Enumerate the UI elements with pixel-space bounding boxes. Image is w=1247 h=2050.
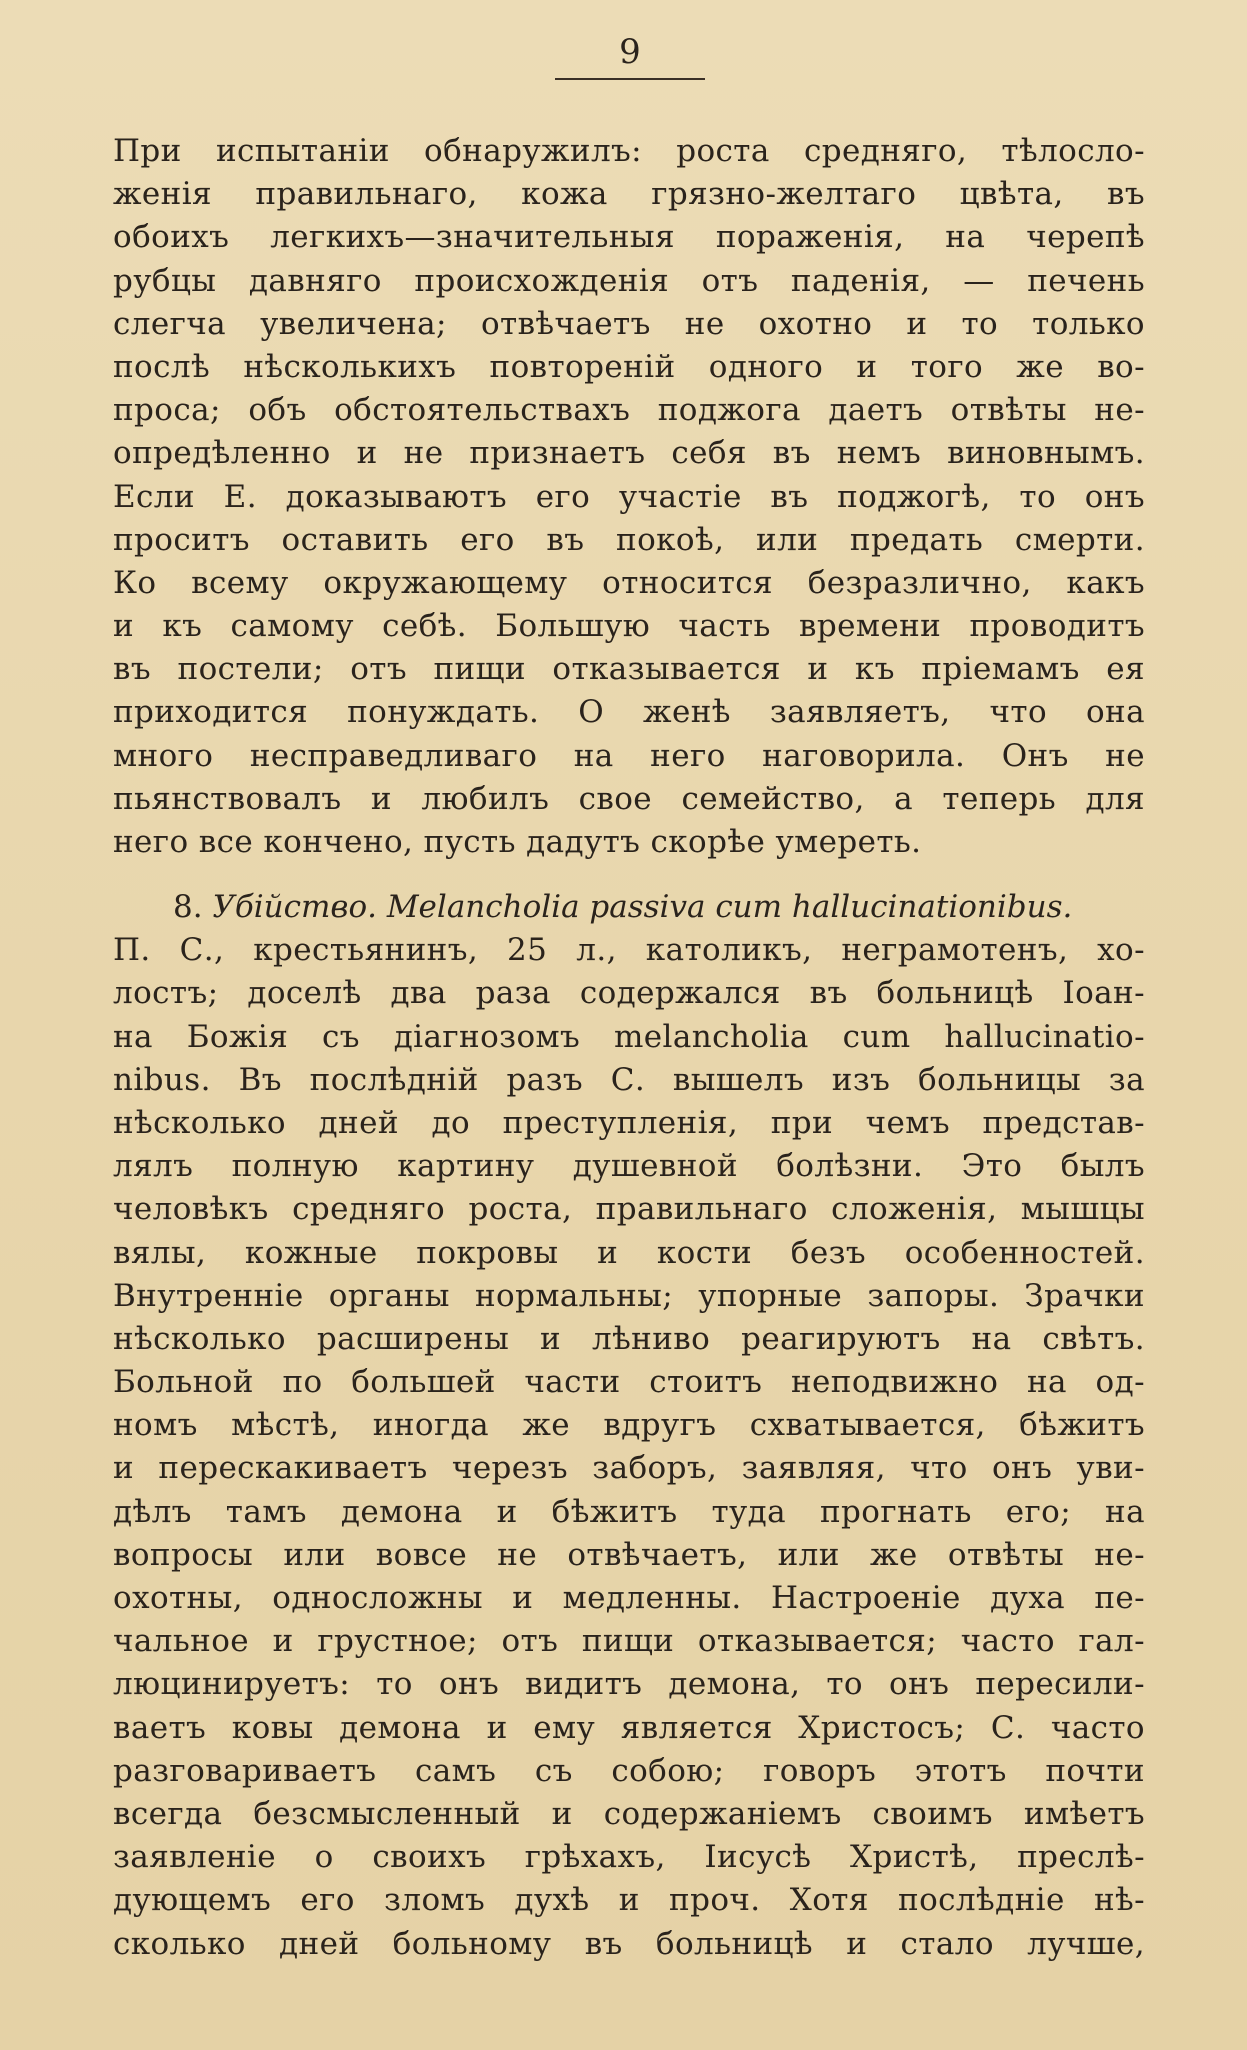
text-line: nibus. Въ послѣдній разъ С. вышелъ изъ больницы за — [113, 1061, 1145, 1098]
text-line: слегча увеличена; отвѣчаетъ не охотно и то только — [113, 305, 1145, 342]
text-line: сколько дней больному въ больницѣ и стало лучше, — [113, 1925, 1145, 1962]
text-line: дующемъ его зломъ духѣ и проч. Хотя послѣдніе нѣ- — [113, 1882, 1145, 1919]
text-line: ваетъ ковы демона и ему является Христосъ; С. часто — [113, 1709, 1145, 1746]
paragraph-1 — [113, 130, 1145, 864]
text-line: люцинируетъ: то онъ видитъ демона, то онъ пересили- — [113, 1666, 1145, 1703]
text-line: много несправедливаго на него наговорила. Онъ не — [113, 737, 1145, 774]
page-number-rule — [555, 78, 705, 80]
text-line: нѣсколько расширены и лѣниво реагируютъ на свѣтъ. — [113, 1320, 1145, 1357]
page-number: 9 — [619, 32, 641, 72]
text-line: Если Е. доказываютъ его участіе въ поджогѣ, то онъ — [113, 478, 1145, 515]
text-line: заявленіе о своихъ грѣхахъ, Іисусѣ Христѣ, преслѣ- — [113, 1839, 1145, 1876]
case-number: 8. — [173, 889, 203, 925]
text-line: и перескакиваетъ черезъ заборъ, заявляя, что онъ уви- — [113, 1450, 1145, 1487]
text-line: Ко всему окружающему относится безразлично, какъ — [113, 564, 1145, 601]
text-line: вопросы или вовсе не отвѣчаетъ, или же отвѣты не- — [113, 1536, 1145, 1573]
text-line: женія правильнаго, кожа грязно-желтаго цвѣта, въ — [113, 176, 1145, 213]
text-line: лостъ; доселѣ два раза содержался въ больницѣ Іоан- — [113, 975, 1145, 1012]
text-line: При испытаніи обнаружилъ: роста средняго, тѣлосло- — [113, 133, 1145, 169]
text-line: рубцы давняго происхожденія отъ паденія, — печень — [113, 262, 1145, 299]
text-line: пьянствовалъ и любилъ свое семейство, а теперь для — [113, 780, 1145, 817]
text-line: обоихъ легкихъ—значительныя пораженія, на черепѣ — [113, 219, 1145, 256]
text-line: разговариваетъ самъ съ собою; говоръ этотъ почти — [113, 1752, 1145, 1789]
text-line: дѣлъ тамъ демона и бѣжитъ туда прогнать его; на — [113, 1493, 1145, 1530]
text-line: человѣкъ средняго роста, правильнаго сложенія, мышцы — [113, 1191, 1145, 1228]
text-line: всегда безсмысленный и содержаніемъ своимъ имѣетъ — [113, 1795, 1145, 1832]
text-line: Больной по большей части стоитъ неподвижно на од- — [113, 1364, 1145, 1401]
text-line: номъ мѣстѣ, иногда же вдругъ схватывается, бѣжитъ — [113, 1407, 1145, 1444]
text-line: него все кончено, пусть дадутъ скорѣе умереть. — [113, 824, 922, 860]
text-line: послѣ нѣсколькихъ повтореній одного и того же во- — [113, 348, 1145, 385]
text-line: приходится понуждать. О женѣ заявляетъ, что она — [113, 694, 1145, 731]
text-line: опредѣленно и не признаетъ себя въ немъ виновнымъ. — [113, 435, 1145, 472]
text-line: и къ самому себѣ. Большую часть времени проводитъ — [113, 608, 1145, 645]
text-line: вялы, кожные покровы и кости безъ особенностей. — [113, 1234, 1145, 1271]
text-line: нѣсколько дней до преступленія, при чемъ представ- — [113, 1104, 1145, 1141]
case-heading — [113, 886, 1145, 929]
text-line: лялъ полную картину душевной болѣзни. Это былъ — [113, 1148, 1145, 1185]
text-line: П. С., крестьянинъ, 25 л., католикъ, неграмотенъ, хо- — [113, 932, 1145, 969]
text-line: проситъ оставить его въ покоѣ, или предать смерти. — [113, 521, 1145, 558]
text-line: въ постели; отъ пищи отказывается и къ пріемамъ ея — [113, 651, 1145, 688]
text-line: проса; объ обстоятельствахъ поджога даетъ отвѣты не- — [113, 392, 1145, 429]
text-line: Внутренніе органы нормальны; упорные запоры. Зрачки — [113, 1277, 1145, 1314]
case-title: Убійство. Melancholia passiva cum hallucinationibus. — [212, 889, 1073, 925]
text-line: на Божія съ діагнозомъ melancholia cum hallucinatio- — [113, 1018, 1145, 1055]
text-line: чальное и грустное; отъ пищи отказывается; часто гал- — [113, 1623, 1145, 1660]
case-8-section — [113, 886, 1145, 1966]
text-line: охотны, односложны и медленны. Настроеніе духа пе- — [113, 1580, 1145, 1616]
